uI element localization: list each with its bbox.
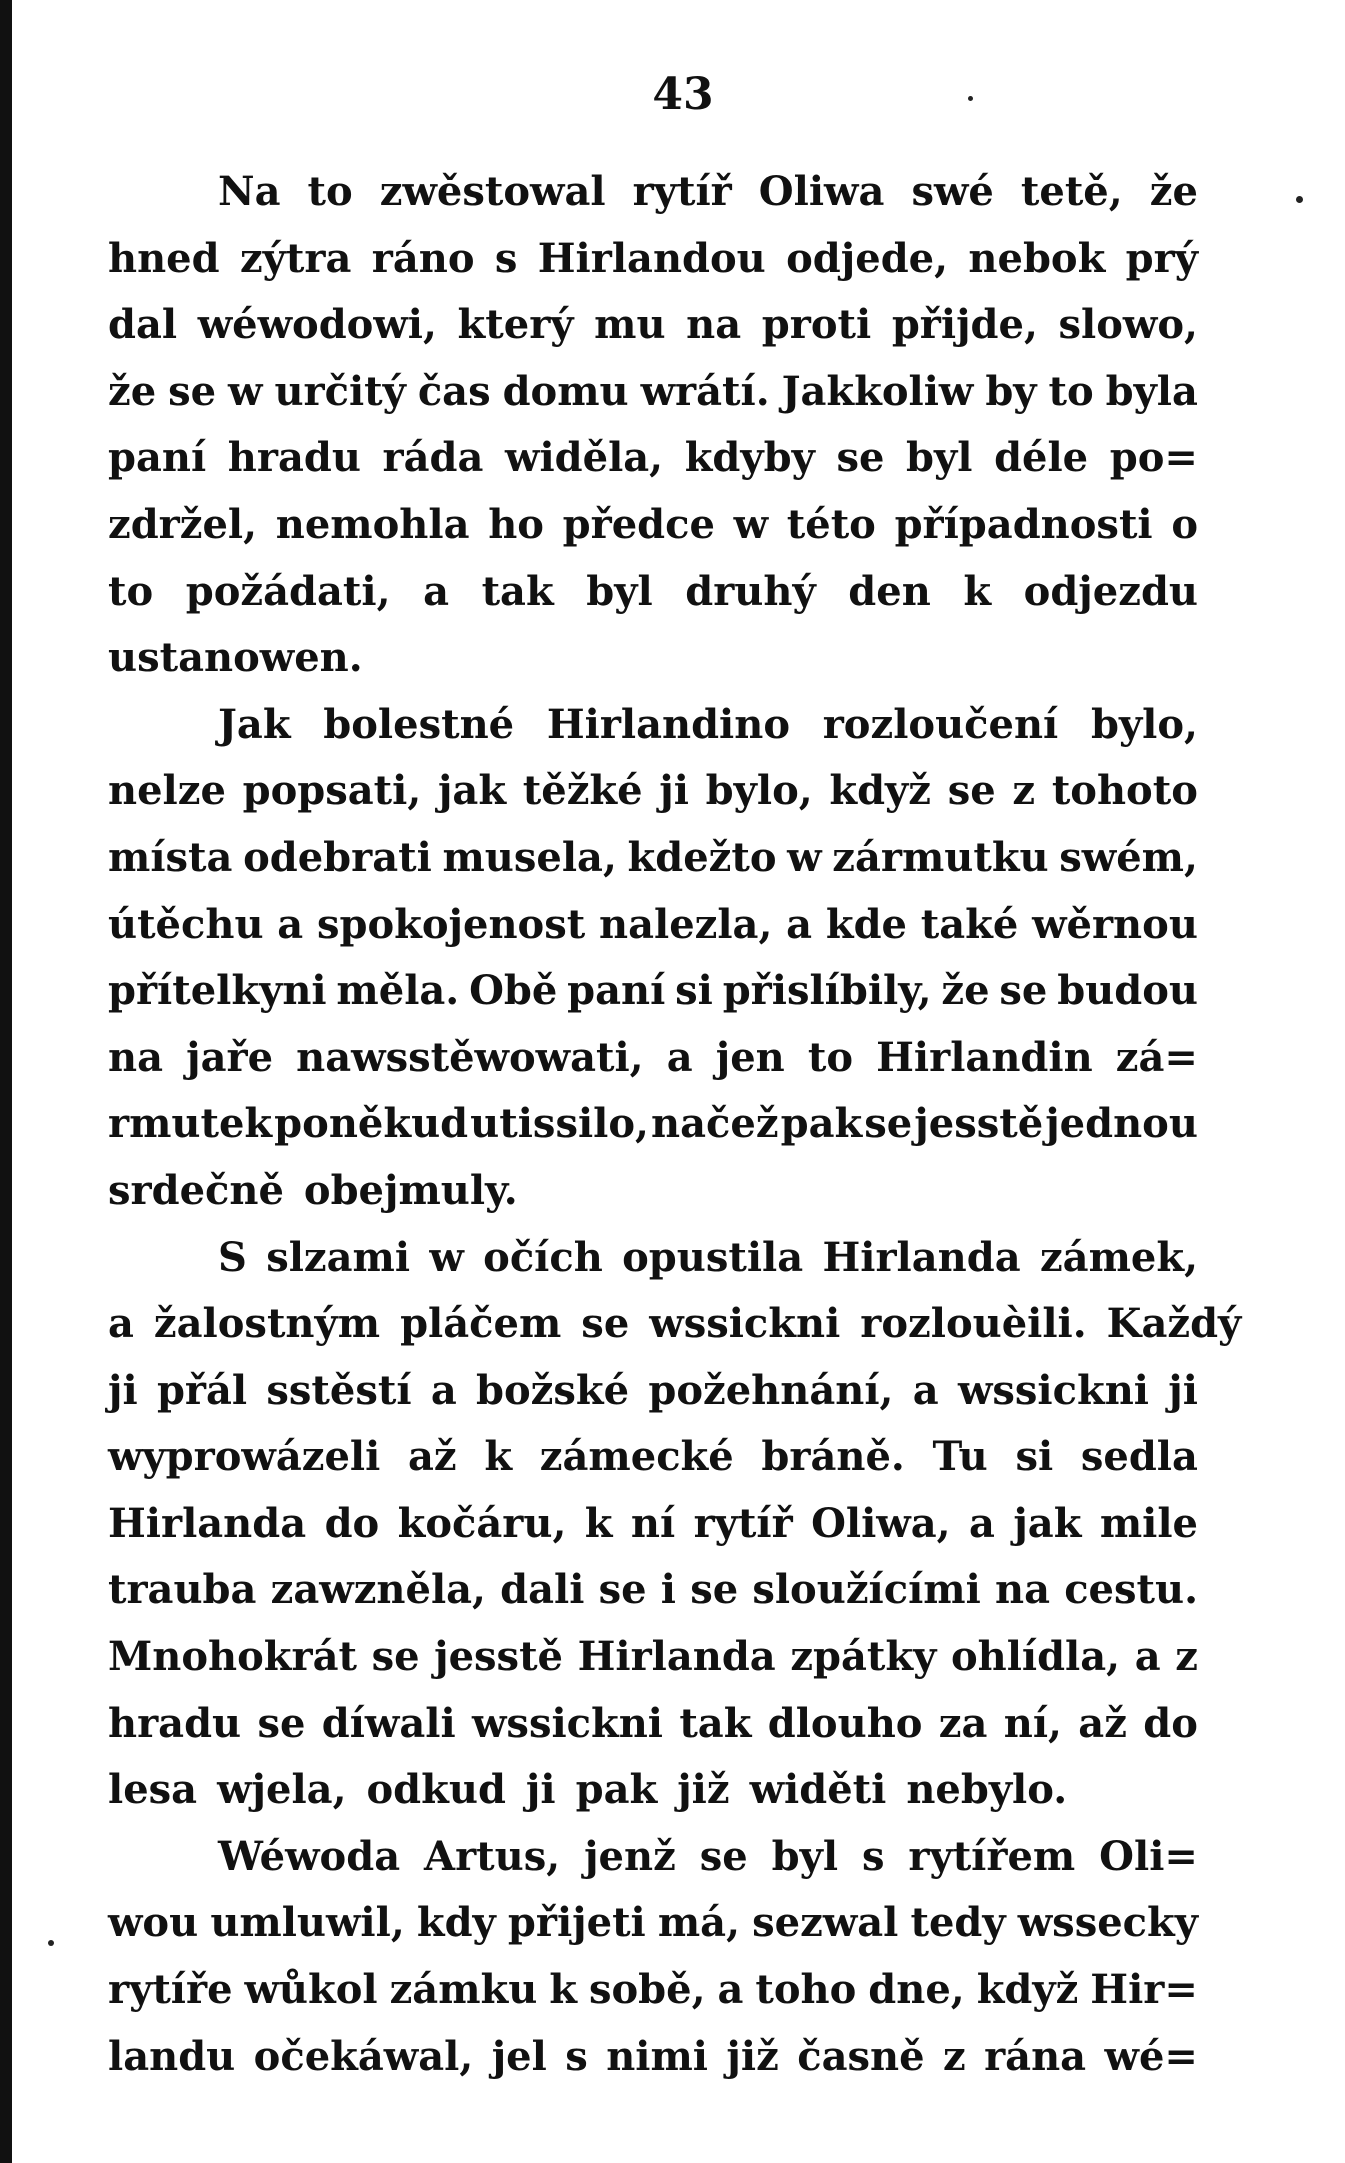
word: kde — [825, 900, 907, 948]
word: wéwodowi, — [197, 301, 437, 349]
print-speck — [48, 1940, 54, 1946]
body-text — [108, 168, 1242, 2099]
word: hradu — [108, 1699, 242, 1747]
word: to — [1048, 367, 1094, 415]
text-line — [108, 2033, 1198, 2100]
word: ráno — [371, 234, 475, 282]
word: žalostným — [153, 1300, 381, 1348]
word: wěrnou — [1032, 900, 1198, 948]
word: předce — [562, 500, 715, 548]
word: Každý — [1106, 1300, 1242, 1348]
word: wssickni — [649, 1300, 841, 1348]
word: až — [408, 1433, 457, 1481]
word: Mnohokrát — [108, 1633, 357, 1681]
word: Hirlandino — [546, 700, 791, 748]
word: wssickni — [471, 1699, 663, 1747]
word: Jak — [218, 700, 291, 748]
word: očekáwal, — [253, 2032, 474, 2080]
word: a — [108, 1300, 134, 1348]
word: se — [168, 367, 217, 415]
text-line — [108, 1700, 1198, 1767]
text-line — [108, 501, 1198, 568]
word: nebylo. — [906, 1766, 1068, 1814]
word: ji — [1168, 1366, 1198, 1414]
word: kdyby — [684, 434, 815, 482]
word: z — [1175, 1633, 1198, 1681]
word: se — [690, 1566, 739, 1614]
word: po= — [1109, 434, 1198, 482]
word: má, — [657, 1899, 741, 1947]
word: jaře — [186, 1033, 274, 1081]
text-line — [108, 1566, 1198, 1633]
word: nemohla — [275, 500, 470, 548]
word: zármutku — [832, 833, 1049, 881]
text-line — [108, 434, 1198, 501]
word: spokojenost — [316, 900, 586, 948]
word: se — [257, 1699, 306, 1747]
word: a — [430, 1366, 457, 1414]
word: také — [920, 900, 1019, 948]
print-speck — [1296, 196, 1303, 203]
word: Hirlandin — [876, 1033, 1093, 1081]
word: se — [371, 1633, 420, 1681]
word: wssecky — [1017, 1899, 1198, 1947]
word: by — [985, 367, 1037, 415]
word: jesstě — [434, 1633, 563, 1681]
word: w — [787, 833, 822, 881]
word: rytířem — [908, 1832, 1076, 1880]
word: ji — [659, 767, 689, 815]
word: jak — [437, 767, 507, 815]
word: to — [108, 567, 154, 615]
word: odjezdu — [1023, 567, 1198, 615]
word: a — [423, 567, 449, 615]
word: sloužícími — [752, 1566, 981, 1614]
word: k — [484, 1433, 513, 1481]
book-page — [108, 60, 1242, 2099]
word: ní — [630, 1499, 676, 1547]
word: musela, — [442, 833, 617, 881]
word: jenž — [584, 1832, 676, 1880]
word: bolestné — [323, 700, 515, 748]
page-left-edge — [0, 0, 12, 2163]
word: přijde, — [891, 301, 1038, 349]
word: byl — [906, 434, 973, 482]
word: byl — [771, 1832, 839, 1880]
word: nebok — [968, 234, 1106, 282]
word: s — [861, 1832, 885, 1880]
word: i — [660, 1566, 676, 1614]
word: popsati, — [242, 767, 422, 815]
word: očích — [483, 1233, 603, 1281]
text-line — [108, 1367, 1198, 1434]
word: wé= — [1104, 2032, 1198, 2080]
word: Hirlanda — [108, 1499, 307, 1547]
text-line — [108, 967, 1198, 1034]
word: mu — [594, 301, 666, 349]
word: čas — [417, 367, 491, 415]
word: dali — [500, 1566, 585, 1614]
word: požádati, — [185, 567, 391, 615]
word: pláčem — [400, 1300, 562, 1348]
text-line — [108, 1766, 1198, 1833]
word: jen — [715, 1033, 785, 1081]
word: pak — [575, 1766, 658, 1814]
text-line — [108, 767, 1198, 834]
word: tedy — [910, 1899, 1006, 1947]
word: toho — [755, 1966, 857, 2014]
word: sedla — [1080, 1433, 1198, 1481]
word: těžké — [522, 767, 643, 815]
word: k — [584, 1499, 613, 1547]
word: byl — [586, 567, 653, 615]
word: ji — [525, 1766, 556, 1814]
word: že — [941, 967, 990, 1015]
word: který — [457, 301, 574, 349]
word: již — [677, 1766, 730, 1814]
word: Tu — [932, 1433, 988, 1481]
word: a — [786, 900, 813, 948]
word: poněkud — [274, 1100, 469, 1148]
word: na — [686, 301, 742, 349]
word: požehnání, — [648, 1366, 894, 1414]
word: Hirlanda — [822, 1233, 1021, 1281]
text-line — [108, 1167, 1198, 1234]
word: budou — [1057, 967, 1198, 1015]
text-line — [108, 168, 1198, 235]
word: si — [675, 967, 713, 1015]
word: se — [947, 767, 996, 815]
word: časně — [797, 2032, 925, 2080]
word: sobě, — [588, 1966, 706, 2014]
word: a — [717, 1966, 744, 2014]
word: trauba — [108, 1566, 257, 1614]
word: kdežto — [627, 833, 777, 881]
word: rytíře — [108, 1966, 233, 2014]
word: se — [836, 434, 885, 482]
word: útěchu — [108, 900, 264, 948]
word: byla — [1105, 367, 1198, 415]
word: Wéwoda — [218, 1832, 401, 1880]
word: Oli= — [1099, 1832, 1198, 1880]
word: proti — [761, 301, 872, 349]
text-line — [108, 1034, 1198, 1101]
word: obejmuly. — [303, 1166, 518, 1214]
word: wssickni — [957, 1366, 1149, 1414]
word: určitý — [274, 367, 406, 415]
word: umluwil, — [210, 1899, 405, 1947]
word: S — [218, 1233, 247, 1281]
word: přislíbily, — [722, 967, 932, 1015]
word: to — [807, 1033, 854, 1081]
text-line — [108, 834, 1198, 901]
text-line — [108, 235, 1198, 302]
word: cestu. — [1064, 1566, 1198, 1614]
word: wyprowázeli — [108, 1433, 381, 1481]
word: z — [942, 2032, 966, 2080]
word: srdečně — [108, 1166, 284, 1214]
word: bráně. — [761, 1433, 905, 1481]
word: ji — [108, 1366, 138, 1414]
text-line — [108, 1966, 1198, 2033]
word: paní — [567, 967, 666, 1015]
word: bylo, — [1090, 700, 1198, 748]
word: rána — [984, 2032, 1087, 2080]
word: w — [429, 1233, 464, 1281]
text-line — [108, 1100, 1198, 1167]
word: zwěstowal — [379, 168, 606, 215]
word: si — [1015, 1433, 1054, 1481]
word: rozloučení — [822, 700, 1059, 748]
word: se — [999, 967, 1048, 1015]
word: zýtra — [239, 234, 352, 282]
word: pak — [780, 1100, 863, 1148]
word: Artus, — [424, 1832, 561, 1880]
word: díwali — [321, 1699, 456, 1747]
word: zawzněla, — [270, 1566, 486, 1614]
text-line — [108, 634, 1198, 701]
word: jednou — [1045, 1100, 1198, 1148]
word: ráda — [382, 434, 484, 482]
word: rytíř — [632, 168, 732, 215]
word: Hir= — [1090, 1966, 1198, 2014]
text-line — [108, 368, 1198, 435]
word: na — [995, 1566, 1050, 1614]
word: přál — [156, 1366, 248, 1414]
word: tohoto — [1051, 767, 1198, 815]
word: dal — [108, 301, 178, 349]
word: za — [938, 1699, 988, 1747]
word: Oliwa — [758, 168, 885, 215]
word: paní — [108, 434, 207, 482]
word: se — [581, 1300, 630, 1348]
word: rytíř — [693, 1499, 793, 1547]
word: Hirlandou — [537, 234, 766, 282]
word: přítelkyni — [108, 967, 327, 1015]
word: jesstě — [914, 1100, 1044, 1148]
word: wůkol — [244, 1966, 378, 2014]
word: zpátky — [790, 1633, 937, 1681]
word: w — [733, 500, 769, 548]
word: odjede, — [786, 234, 949, 282]
text-line — [108, 901, 1198, 968]
word: když — [976, 1966, 1079, 2014]
word: jel — [491, 2032, 547, 2080]
word: mile — [1099, 1499, 1198, 1547]
word: landu — [108, 2032, 236, 2080]
word: do — [324, 1499, 380, 1547]
word: nawsstěwowati, — [296, 1033, 644, 1081]
word: hradu — [227, 434, 361, 482]
word: to — [307, 168, 353, 215]
word: slowo, — [1058, 301, 1198, 349]
word: ho — [488, 500, 544, 548]
text-line — [108, 1234, 1198, 1301]
word: rozlouèili. — [860, 1300, 1087, 1348]
word: když — [829, 767, 932, 815]
word: tak — [679, 1699, 752, 1747]
text-line — [108, 1300, 1242, 1367]
word: ustanowen. — [108, 634, 363, 682]
word: načež — [651, 1100, 779, 1148]
text-line — [108, 301, 1198, 368]
word: a — [968, 1499, 995, 1547]
text-line — [108, 1833, 1198, 1900]
page-number: 43 — [652, 69, 714, 120]
word: a — [277, 900, 304, 948]
word: kočáru, — [397, 1499, 567, 1547]
word: zámek, — [1039, 1233, 1198, 1281]
text-line — [108, 568, 1198, 635]
word: případnosti — [894, 500, 1153, 548]
word: sstěstí — [266, 1366, 412, 1414]
word: a — [1134, 1633, 1161, 1681]
word: Jakkoliw — [781, 367, 974, 415]
word: tak — [481, 567, 554, 615]
word: wou — [108, 1899, 199, 1947]
word: zdržel, — [108, 500, 258, 548]
word: ní, — [1003, 1699, 1062, 1747]
word: den — [848, 567, 931, 615]
word: měla. — [336, 967, 460, 1015]
word: lesa — [108, 1766, 198, 1814]
word: odkud — [366, 1766, 506, 1814]
word: sezwal — [752, 1899, 899, 1947]
word: prý — [1125, 234, 1198, 282]
word: widěla, — [505, 434, 664, 482]
word: přijeti — [507, 1899, 646, 1947]
word: w — [228, 367, 263, 415]
word: ohlídla, — [950, 1633, 1121, 1681]
word: se — [598, 1566, 647, 1614]
word: Hirlanda — [577, 1633, 776, 1681]
word: widěti — [749, 1766, 887, 1814]
word: swé — [911, 168, 994, 215]
text-line — [108, 701, 1198, 768]
word: utissilo, — [470, 1100, 649, 1148]
word: se — [864, 1100, 913, 1148]
word: zámku — [389, 1966, 538, 2014]
word: swém, — [1059, 833, 1198, 881]
word: až — [1078, 1699, 1127, 1747]
text-line — [108, 1899, 1198, 1966]
word: dne, — [868, 1966, 965, 2014]
word: wjela, — [217, 1766, 347, 1814]
word: již — [726, 2032, 779, 2080]
word: zámecké — [539, 1433, 734, 1481]
text-line — [108, 1433, 1198, 1500]
word: k — [549, 1966, 578, 2014]
word: wrátí. — [640, 367, 770, 415]
word: s — [565, 2032, 588, 2080]
word: božské — [476, 1366, 630, 1414]
word: že — [108, 367, 157, 415]
word: kdy — [416, 1899, 496, 1947]
word: bylo, — [705, 767, 813, 815]
word: k — [963, 567, 992, 615]
word: na — [108, 1033, 163, 1081]
word: Oliwa, — [811, 1499, 951, 1547]
word: nimi — [606, 2032, 708, 2080]
text-line — [108, 1633, 1198, 1700]
word: rmutek — [108, 1100, 273, 1148]
word: s — [494, 234, 518, 282]
word: druhý — [685, 567, 816, 615]
word: z — [1012, 767, 1036, 815]
text-line — [108, 1500, 1198, 1567]
word: této — [786, 500, 876, 548]
word: zá= — [1115, 1033, 1198, 1081]
word: o — [1171, 500, 1198, 548]
word: do — [1143, 1699, 1198, 1747]
word: a — [912, 1366, 939, 1414]
word: a — [666, 1033, 693, 1081]
word: Na — [218, 168, 281, 215]
word: opustila — [622, 1233, 804, 1281]
word: odebrati — [243, 833, 432, 881]
word: nelze — [108, 767, 226, 815]
word: nalezla, — [599, 900, 773, 948]
word: jak — [1013, 1499, 1082, 1547]
word: déle — [994, 434, 1089, 482]
word: že — [1149, 168, 1198, 215]
word: tetě, — [1020, 168, 1123, 215]
word: hned — [108, 234, 220, 282]
word: slzami — [266, 1233, 411, 1281]
word: Obě — [469, 967, 558, 1015]
word: místa — [108, 833, 233, 881]
word: domu — [502, 367, 629, 415]
word: dlouho — [767, 1699, 923, 1747]
word: se — [699, 1832, 748, 1880]
